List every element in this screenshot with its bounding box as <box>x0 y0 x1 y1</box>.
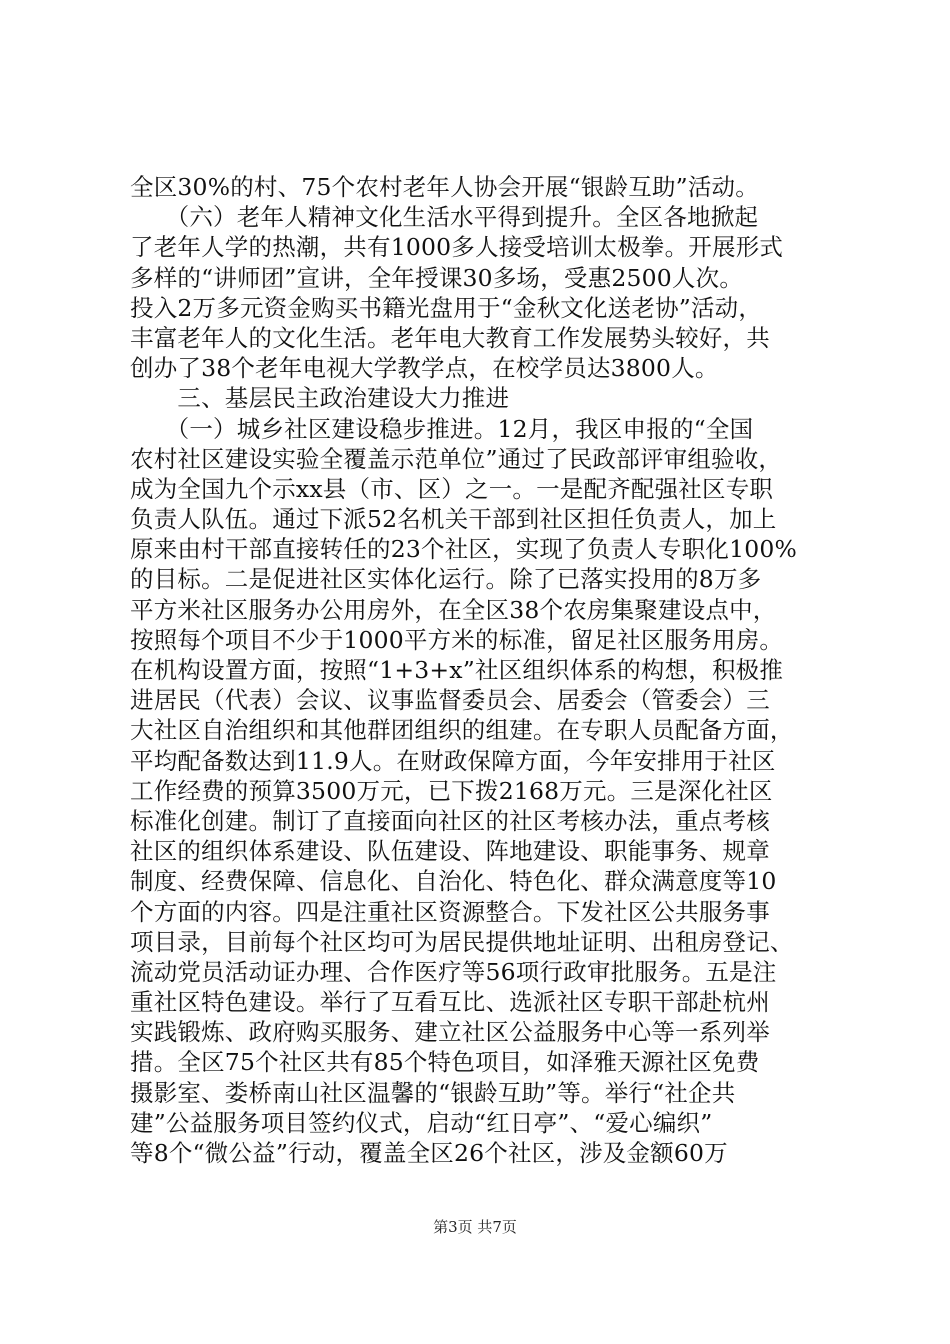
text-line: 进居民（代表）会议、议事监督委员会、居委会（管委会）三 <box>130 686 770 715</box>
text-line: 多样的“讲师团”宣讲，全年授课30多场，受惠2500人次。 <box>130 263 744 292</box>
text-line: 投入2万多元资金购买书籍光盘用于“金秋文化送老协”活动， <box>130 293 763 322</box>
text-line: 创办了38个老年电视大学教学点，在校学员达3800人。 <box>130 354 719 383</box>
text-line: 等8个“微公益”行动，覆盖全区26个社区，涉及金额60万 <box>130 1139 728 1167</box>
text-line: 个方面的内容。四是注重社区资源整合。下发社区公共服务事 <box>130 897 770 926</box>
text-line: 原来由村干部直接转任的23个社区，实现了负责人专职化100% <box>130 535 798 564</box>
text-line: 负责人队伍。通过下派52名机关干部到社区担任负责人，加上 <box>130 505 777 534</box>
text-line: 的目标。二是促进社区实体化运行。除了已落实投用的8万多 <box>130 565 762 594</box>
text-line: 成为全国九个示xx县（市、区）之一。一是配齐配强社区专职 <box>130 474 774 503</box>
body-text <box>130 172 832 1168</box>
text-line: 社区的组织体系建设、队伍建设、阵地建设、职能事务、规章 <box>130 837 770 866</box>
text-line: 了老年人学的热潮，共有1000多人接受培训太极拳。开展形式 <box>130 233 784 262</box>
text-line: 农村社区建设实验全覆盖示范单位”通过了民政部评审组验收， <box>130 444 783 473</box>
text-line: 标准化创建。制订了直接面向社区的社区考核办法，重点考核 <box>130 806 770 835</box>
text-line: 制度、经费保障、信息化、自治化、特色化、群众满意度等10 <box>130 867 777 896</box>
text-line: 按照每个项目不少于1000平方米的标准，留足社区服务用房。 <box>130 625 784 654</box>
section-heading: 三、基层民主政治建设大力推进 <box>130 384 510 413</box>
text-line: 建”公益服务项目签约仪式，启动“红日亭”、“爱心编织” <box>130 1108 713 1137</box>
text-line: 在机构设置方面，按照“1+3+x”社区组织体系的构想，积极推 <box>130 656 784 684</box>
text-line: 项目录，目前每个社区均可为居民提供地址证明、出租房登记、 <box>130 927 794 956</box>
text-line: （六）老年人精神文化生活水平得到提升。全区各地掀起 <box>130 203 759 232</box>
text-line: 流动党员活动证办理、合作医疗等56项行政审批服务。五是注 <box>130 957 777 986</box>
text-line: 重社区特色建设。举行了互看互比、选派社区专职干部赴杭州 <box>130 988 770 1017</box>
text-line: 大社区自治组织和其他群团组织的组建。在专职人员配备方面， <box>130 716 794 745</box>
text-line: 全区30%的村、75个农村老年人协会开展“银龄互助”活动。 <box>130 173 759 201</box>
text-line: 措。全区75个社区共有85个特色项目，如泽雅天源社区免费 <box>130 1048 760 1077</box>
text-line: 平均配备数达到11.9人。在财政保障方面，今年安排用于社区 <box>130 746 776 775</box>
text-line: 摄影室、娄桥南山社区温馨的“银龄互助”等。举行“社企共 <box>130 1078 736 1107</box>
text-line: 平方米社区服务办公用房外，在全区38个农房集聚建设点中， <box>130 595 777 624</box>
page-number-footer: 第3页 共7页 <box>433 1218 517 1236</box>
text-line: （一）城乡社区建设稳步推进。12月，我区申报的“全国 <box>130 414 754 443</box>
text-line: 实践锻炼、政府购买服务、建立社区公益服务中心等一系列举 <box>130 1018 770 1047</box>
text-line: 工作经费的预算3500万元，已下拨2168万元。三是深化社区 <box>130 776 773 805</box>
text-line: 丰富老年人的文化生活。老年电大教育工作发展势头较好，共 <box>130 323 770 352</box>
